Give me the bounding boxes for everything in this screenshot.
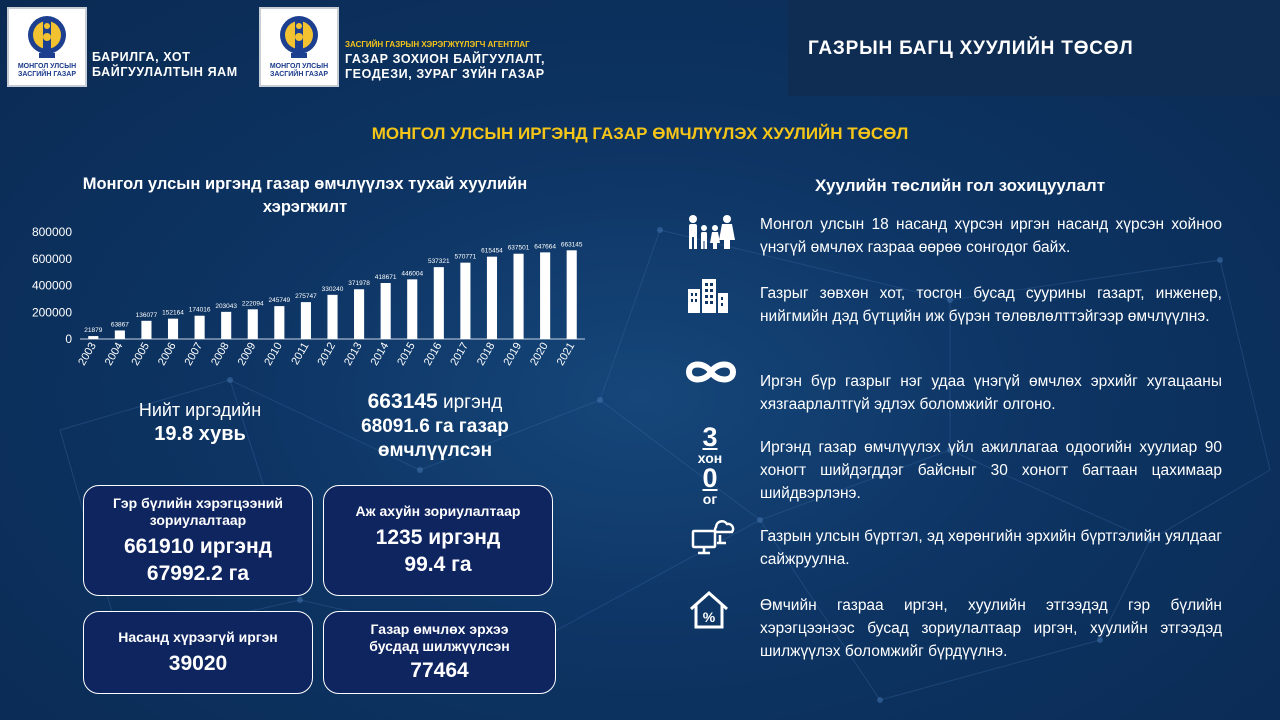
x-tick-label: 2015 [395,340,418,368]
government-logo [7,7,87,87]
x-tick-label: 2012 [315,340,339,368]
card-title: Гэр бүлийн хэрэгцээний зориулалтаар [113,494,283,528]
bar-value-label: 371978 [348,280,370,288]
total-citizens-value: 663145 [367,390,438,413]
card-value: 39020 [168,651,228,675]
bar [567,250,577,339]
agency-name-line2: ГЕОДЕЗИ, ЗУРАГ ЗҮЙН ГАЗАР [345,67,545,81]
bar [540,252,550,339]
share-stat-value: 19.8 хувь [154,423,246,445]
section-title: МОНГОЛ УЛСЫН ИРГЭНД ГАЗАР ӨМЧЛҮҮЛЭХ ХУУЛИЙН ТӨСӨЛ [371,124,909,143]
regulation-item: Иргэнд газар өмчлүүлэх үйл ажиллагаа одоогийн хуулиар 90 хоногт шийдэгддэг байсныг 30 хоногт багтаан цахимаар шийдвэрлэнэ. [760,439,1222,502]
family-icon [685,214,735,250]
bar-value-label: 63867 [110,321,129,329]
total-stat [330,390,540,463]
bar-value-label: 136077 [135,311,158,319]
bar [354,289,364,339]
header [0,0,1280,96]
x-tick-label: 2014 [368,340,392,368]
card-value: 1235 иргэнд [375,526,501,549]
house-percent-icon [688,589,730,631]
card-area: 67992.2 га [146,561,250,585]
bar [248,309,258,339]
bar-value-label: 21879 [84,327,103,335]
bar-value-label: 330240 [321,285,344,293]
bar [168,319,178,339]
bar [301,302,311,339]
bar [434,267,444,339]
total-stat-caption: өмчлүүлсэн [377,440,493,461]
bar-value-label: 203043 [215,302,238,310]
x-tick-label: 2011 [289,340,312,367]
chart-title: Монгол улсын иргэнд газар өмчлүүлэх тухай хуулийн хэрэгжилт [82,175,528,216]
bar [407,279,417,339]
bar [88,336,98,339]
regulation-item: Газрын улсын бүртгэл, эд хөрөнгийн эрхийн бүртгэлийн уялдааг сайжруулна. [760,528,1222,568]
x-tick-label: 2005 [129,340,153,368]
bar-value-label: 637501 [507,244,530,252]
infinity-icon [683,358,739,386]
page-title: ГАЗРЫН БАГЦ ХУУЛИЙН ТӨСӨЛ [808,38,1134,59]
days-icon-unit: ог [702,491,718,507]
y-tick-label: 800000 [31,225,72,239]
days-icon-number: 0 [702,463,718,493]
bar-value-label: 615454 [481,247,503,255]
days-icon-unit: хон [697,450,723,466]
x-tick-label: 2016 [421,340,445,368]
logo-caption: МОНГОЛ УЛСЫН ЗАСГИЙН ГАЗАР [269,63,329,78]
x-tick-label: 2018 [474,340,498,368]
x-tick-label: 2019 [501,340,525,368]
regulation-item: Монгол улсын 18 насанд хүрсэн иргэн насанд хүрсэн хойноо үнэгүй өмчлөх газраа өөрөө сонгодог байх. [760,216,1222,256]
minor-citizens-card [83,611,313,694]
y-tick-label: 0 [65,332,72,346]
bar-value-label: 222094 [241,300,264,308]
y-tick-label: 200000 [31,305,72,320]
x-tick-label: 2008 [209,340,232,368]
bar [195,316,205,339]
agency-type: ЗАСГИЙН ГАЗРЫН ХЭРЭГЖҮҮЛЭГЧ АГЕНТЛАГ [345,40,530,49]
bar-value-label: 275747 [295,293,317,301]
buildings-icon [688,279,728,313]
y-tick-label: 600000 [31,251,72,266]
x-tick-label: 2006 [155,340,179,368]
bar [460,263,470,339]
ministry-name-line1: БАРИЛГА, ХОТ [92,50,191,64]
agency-logo [259,7,339,87]
total-area-value: 68091.6 га газар [361,416,509,437]
x-tick-label: 2004 [102,340,126,368]
bar [487,257,497,339]
agency-name [345,52,545,82]
regulation-item: Газрыг зөвхөн хот, тосгон бусад суурины газарт, инженер, нийгмийн дэд бүтцийн иж бүрэн төлөвлөлттэйгээр өмчлүүлнэ. [760,285,1222,325]
bar-value-label: 446004 [401,270,424,278]
bar-value-label: 663145 [560,241,583,249]
soyombo-emblem-icon [279,15,319,61]
business-use-card [323,485,553,596]
soyombo-emblem-icon [27,15,67,61]
bar-value-label: 537321 [427,258,450,266]
cloud-computer-icon [690,515,736,555]
svg-text:%: % [702,609,716,625]
bar-value-label: 174016 [188,306,211,314]
agency-name-line1: ГАЗАР ЗОХИОН БАЙГУУЛАЛТ, [345,52,546,66]
card-value: 661910 иргэнд [123,534,272,558]
bar [141,321,151,339]
x-tick-label: 2009 [235,340,259,368]
regulation-item: Өмчийн газраа иргэн, хуулийн этгээдэд гэр бүлийн хэрэгцээнээс бусад зориулалтаар иргэн, хуулийн этгээдэд шилжүүлэх боломжийг бүрдүүлнэ. [760,597,1222,660]
card-title: Аж ахуйн зориулалтаар [355,503,521,519]
bar [221,312,231,339]
bar [115,330,125,339]
bar-chart [20,222,600,390]
x-tick-label: 2007 [182,340,206,368]
bar-value-label: 647664 [534,243,556,251]
transferred-rights-card [323,611,556,694]
card-title: Насанд хүрээгүй иргэн [118,628,278,645]
card-area: 99.4 га [404,553,472,576]
card-value: 77464 [410,659,469,682]
share-stat [110,398,290,446]
x-tick-label: 2003 [76,340,99,368]
ministry-name [92,50,238,80]
bar-value-label: 245749 [268,297,291,305]
share-stat-label: Нийт иргэдийн [138,400,262,420]
x-tick-label: 2010 [262,340,285,368]
bar-value-label: 570771 [454,253,477,261]
x-tick-label: 2017 [448,340,471,368]
total-citizens-unit: иргэнд [437,392,503,413]
days-icon [692,424,728,506]
logo-caption: МОНГОЛ УЛСЫН ЗАСГИЙН ГАЗАР [17,63,77,78]
bar-value-label: 152164 [162,309,184,317]
bar [514,254,524,339]
x-tick-label: 2013 [342,340,365,368]
card-title: Газар өмчлөх эрхээ бусдад шилжүүлсэн [369,621,510,654]
regulations-title: Хуулийн төслийн гол зохицуулалт [814,176,1106,195]
bar [327,295,337,339]
regulation-item: Иргэн бүр газрыг нэг удаа үнэгүй өмчлөх эрхийг хугацааны хязгаарлалтгүй эдлэх боломжийг олгоно. [760,373,1222,413]
bar-value-label: 418671 [374,274,397,282]
x-tick-label: 2021 [554,340,578,368]
bar [274,306,284,339]
days-icon-number: 3 [702,422,718,452]
family-use-card [83,485,313,596]
y-tick-label: 400000 [31,278,72,293]
bar [381,283,391,339]
ministry-name-line2: БАЙГУУЛАЛТЫН ЯАМ [92,65,238,79]
x-tick-label: 2020 [528,340,551,368]
